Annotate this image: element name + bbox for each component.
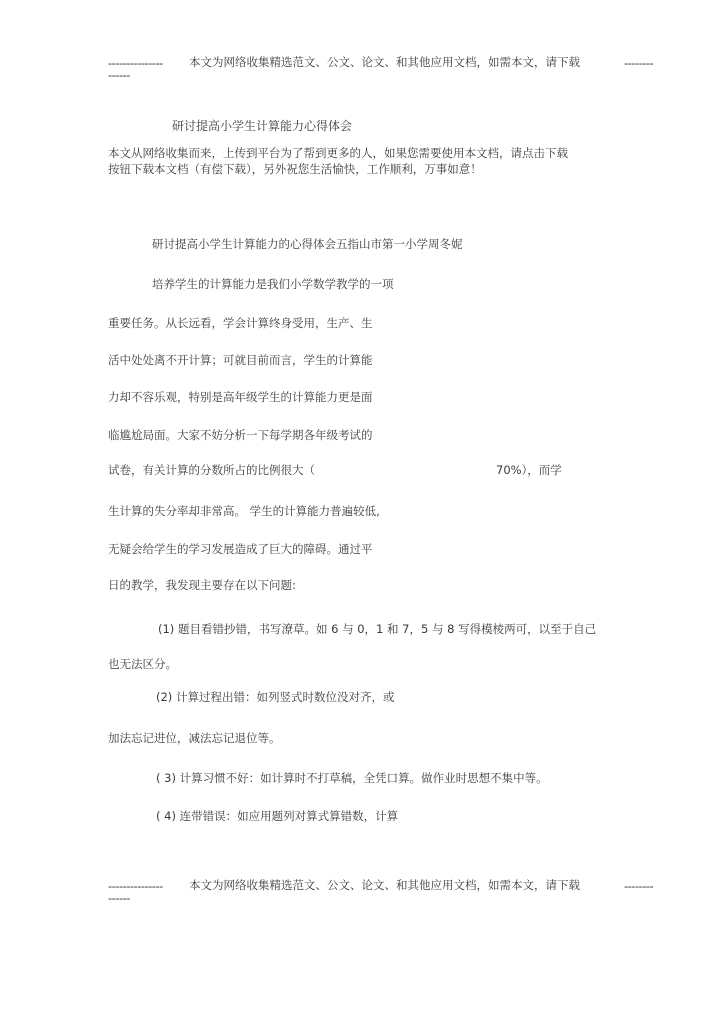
paragraph-line: 力却不容乐观，特别是高年级学生的计算能力更是面: [108, 390, 373, 404]
list-item-1-cont: 也无法区分。: [108, 657, 177, 671]
paragraph-line: 重要任务。从长远看，学会计算终身受用，生产、生: [108, 316, 373, 330]
header-dashes-wrap: ------: [108, 68, 130, 82]
paragraph-line: 无疑会给学生的学习发展造成了巨大的障碍。通过平: [108, 542, 373, 556]
intro-line-1: 本文从网络收集而来，上传到平台为了帮到更多的人，如果您需要使用本文档，请点击下载: [108, 146, 568, 160]
document-title: 研讨提高小学生计算能力心得体会: [172, 119, 353, 133]
header-dashes-right: --------: [624, 56, 654, 70]
footer-banner-text: 本文为网络收集精选范文、公文、论文、和其他应用文档，如需本文，请下载: [189, 878, 580, 892]
intro-line-2: 按钮下载本文档（有偿下载），另外祝您生活愉快，工作顺利，万事如意！: [108, 162, 482, 176]
article-subtitle: 研讨提高小学生计算能力的心得体会五指山市第一小学周冬妮: [152, 237, 463, 251]
list-item-2: (2) 计算过程出错：如列竖式时数位没对齐，或: [156, 690, 395, 704]
paragraph-line: 培养学生的计算能力是我们小学数学教学的一项: [152, 277, 394, 291]
paragraph-line: 活中处处离不开计算；可就目前而言，学生的计算能: [108, 353, 373, 367]
header-banner-text: 本文为网络收集精选范文、公文、论文、和其他应用文档，如需本文，请下载: [189, 55, 580, 69]
list-item-1: (1) 题目看错抄错，书写潦草。如 6 与 0，1 和 7，5 与 8 写得模棱两可，以至于自己: [158, 622, 597, 636]
header-dashes-left: ---------------: [108, 56, 163, 70]
list-item-3: ( 3) 计算习惯不好：如计算时不打草稿，全凭口算。做作业时思想不集中等。: [156, 771, 548, 785]
paragraph-line-end: 70%），而学: [496, 463, 562, 477]
paragraph-line: 临尴尬局面。大家不妨分析一下每学期各年级考试的: [108, 428, 373, 442]
paragraph-line: 日的教学，我发现主要存在以下问题:: [108, 578, 296, 592]
footer-dashes-left: ---------------: [108, 879, 163, 893]
list-item-2-cont: 加法忘记进位，减法忘记退位等。: [108, 731, 281, 745]
list-item-4: ( 4) 连带错误：如应用题列对算式算错数，计算: [156, 809, 399, 823]
paragraph-line: 试卷，有关计算的分数所占的比例很大（: [108, 463, 315, 477]
paragraph-line: 生计算的失分率却非常高。 学生的计算能力普遍较低,: [108, 504, 380, 518]
footer-dashes-wrap: ------: [108, 891, 130, 905]
footer-dashes-right: --------: [624, 879, 654, 893]
